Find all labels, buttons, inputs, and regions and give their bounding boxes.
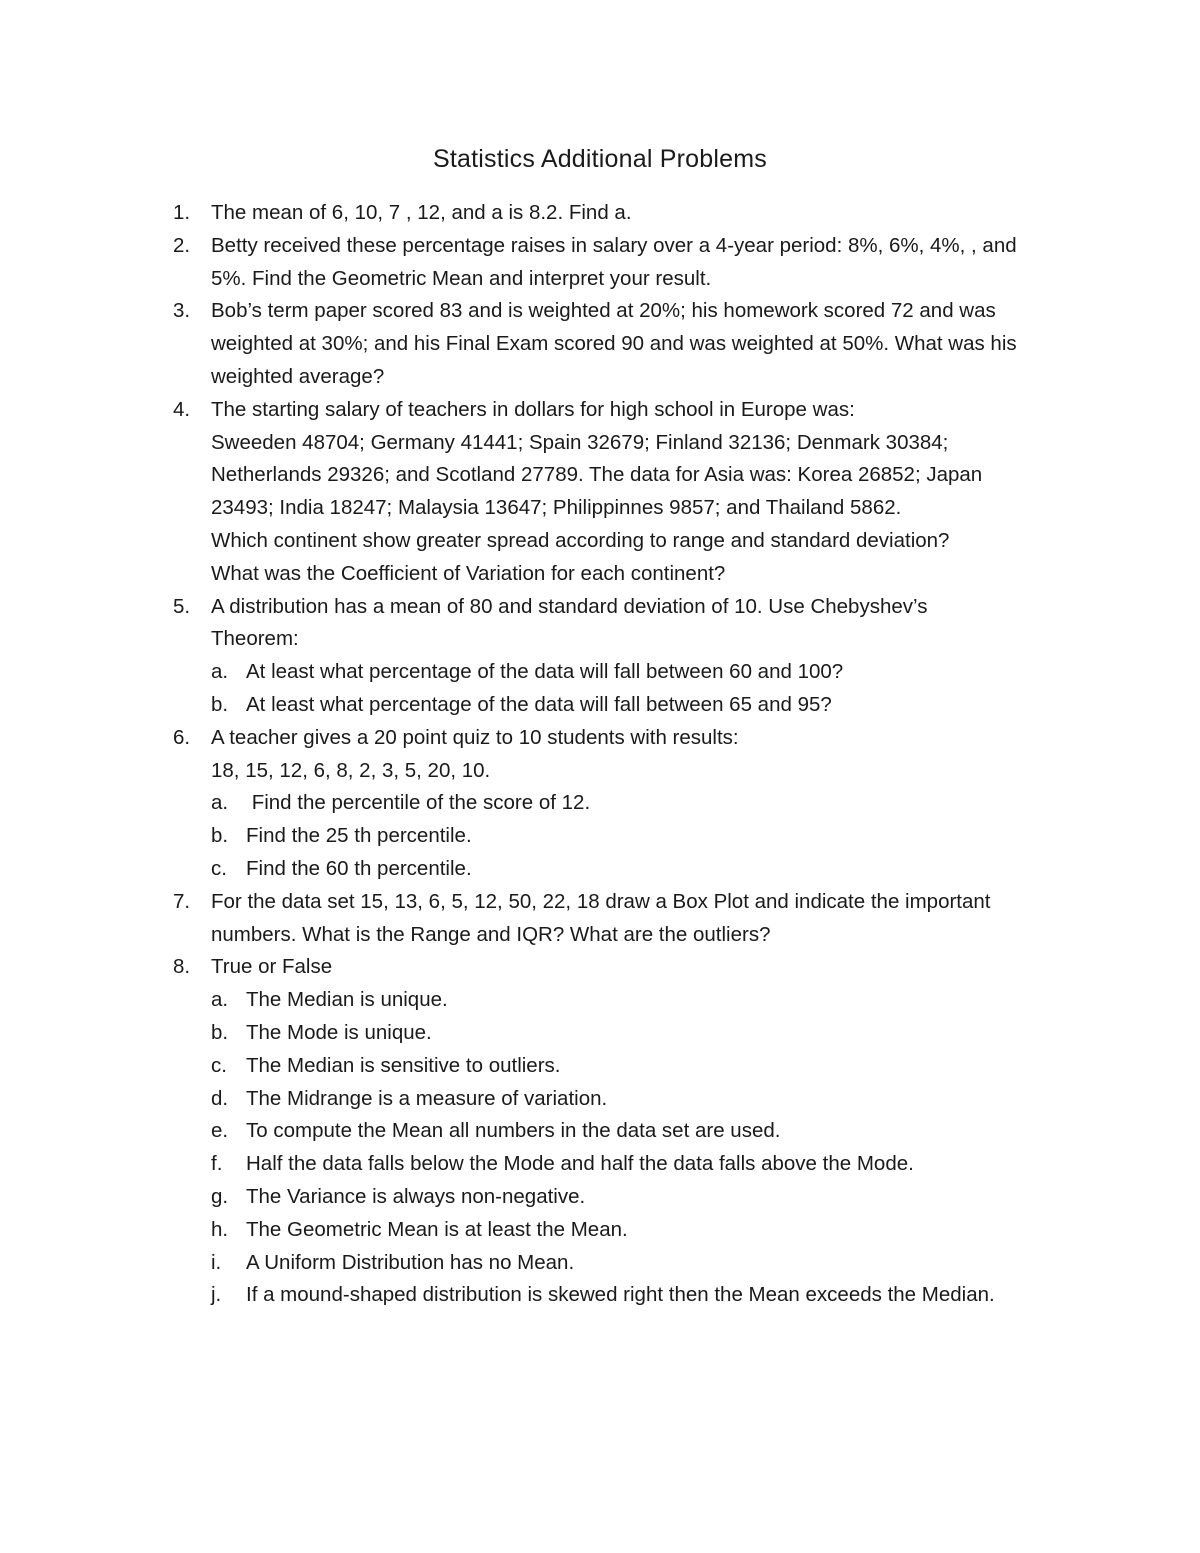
problem-5-sub-a	[0, 656, 1200, 689]
sub-text: If a mound-shaped distribution is skewed right then the Mean exceeds the Median.	[246, 1283, 995, 1307]
problem-text: Netherlands 29326; and Scotland 27789. The data for Asia was: Korea 26852; Japan	[211, 463, 983, 487]
sub-letter: a.	[211, 660, 229, 684]
problem-text: weighted at 30%; and his Final Exam scored 90 and was weighted at 50%. What was his	[211, 332, 1017, 356]
problem-5-sub-b	[0, 689, 1200, 722]
problem-text: A distribution has a mean of 80 and standard deviation of 10. Use Chebyshev’s	[211, 594, 928, 618]
sub-letter: g.	[211, 1184, 229, 1208]
problem-2	[0, 230, 1200, 263]
problem-4-continued	[0, 525, 1200, 558]
problem-text: numbers. What is the Range and IQR? What are the outliers?	[211, 922, 771, 946]
problem-8-sub-d	[0, 1083, 1200, 1116]
problem-8-sub-e	[0, 1115, 1200, 1148]
problem-text: 23493; India 18247; Malaysia 13647; Philippinnes 9857; and Thailand 5862.	[211, 496, 902, 520]
problem-6-sub-b	[0, 820, 1200, 853]
problem-text: 18, 15, 12, 6, 8, 2, 3, 5, 20, 10.	[211, 758, 491, 782]
sub-text: To compute the Mean all numbers in the data set are used.	[246, 1119, 781, 1143]
problem-text: Theorem:	[211, 627, 299, 651]
problem-8-sub-c	[0, 1050, 1200, 1083]
problem-3-continued	[0, 328, 1200, 361]
problem-number: 2.	[173, 233, 191, 257]
problem-5	[0, 591, 1200, 624]
problem-7-continued	[0, 919, 1200, 952]
sub-text: The Mode is unique.	[246, 1020, 432, 1044]
problem-8-sub-f	[0, 1148, 1200, 1181]
sub-letter: c.	[211, 856, 227, 880]
sub-text: The Midrange is a measure of variation.	[246, 1086, 608, 1110]
problem-5-continued	[0, 623, 1200, 656]
problem-text: 5%. Find the Geometric Mean and interpret your result.	[211, 266, 712, 290]
problem-6-sub-a	[0, 787, 1200, 820]
problem-4-continued	[0, 558, 1200, 591]
problem-8-sub-b	[0, 1017, 1200, 1050]
problem-6	[0, 722, 1200, 755]
sub-text: Find the percentile of the score of 12.	[246, 791, 591, 815]
problem-text: True or False	[211, 955, 333, 979]
problem-number: 8.	[173, 955, 191, 979]
problem-8-sub-a	[0, 984, 1200, 1017]
sub-text: At least what percentage of the data will fall between 60 and 100?	[246, 660, 844, 684]
problem-text: weighted average?	[211, 364, 385, 388]
problem-3	[0, 295, 1200, 328]
problem-8-sub-h	[0, 1214, 1200, 1247]
problem-3-continued	[0, 361, 1200, 394]
problem-text: Which continent show greater spread according to range and standard deviation?	[211, 528, 950, 552]
problem-text: For the data set 15, 13, 6, 5, 12, 50, 22, 18 draw a Box Plot and indicate the important	[211, 889, 991, 913]
problem-text: Betty received these percentage raises in salary over a 4-year period: 8%, 6%, 4%, , and	[211, 233, 1017, 257]
sub-letter: b.	[211, 824, 229, 848]
problem-4	[0, 394, 1200, 427]
sub-text: The Median is sensitive to outliers.	[246, 1053, 561, 1077]
sub-letter: h.	[211, 1217, 229, 1241]
sub-text: Find the 60 th percentile.	[246, 856, 472, 880]
problem-text: Bob’s term paper scored 83 and is weighted at 20%; his homework scored 72 and was	[211, 299, 996, 323]
problem-2-continued	[0, 263, 1200, 296]
problem-8-sub-i	[0, 1247, 1200, 1280]
problem-4-continued	[0, 459, 1200, 492]
problem-8	[0, 951, 1200, 984]
sub-text: The Geometric Mean is at least the Mean.	[246, 1217, 628, 1241]
sub-letter: b.	[211, 692, 229, 716]
sub-text: The Median is unique.	[246, 988, 448, 1012]
problem-text: The starting salary of teachers in dollars for high school in Europe was:	[211, 397, 855, 421]
sub-letter: j.	[211, 1283, 222, 1307]
sub-letter: a.	[211, 988, 229, 1012]
problem-text: A teacher gives a 20 point quiz to 10 students with results:	[211, 725, 739, 749]
sub-text: At least what percentage of the data will fall between 65 and 95?	[246, 692, 832, 716]
sub-text: The Variance is always non-negative.	[246, 1184, 586, 1208]
sub-text: Half the data falls below the Mode and half the data falls above the Mode.	[246, 1152, 914, 1176]
sub-letter: d.	[211, 1086, 229, 1110]
sub-text: A Uniform Distribution has no Mean.	[246, 1250, 575, 1274]
problem-4-continued	[0, 492, 1200, 525]
problem-6-sub-c	[0, 853, 1200, 886]
problem-text: What was the Coefficient of Variation for each continent?	[211, 561, 726, 585]
problem-6-continued	[0, 755, 1200, 788]
sub-letter: c.	[211, 1053, 227, 1077]
problem-number: 5.	[173, 594, 191, 618]
sub-text: Find the 25 th percentile.	[246, 824, 472, 848]
sub-letter: i.	[211, 1250, 222, 1274]
problem-8-sub-j	[0, 1279, 1200, 1312]
problem-4-continued	[0, 427, 1200, 460]
problem-number: 7.	[173, 889, 191, 913]
sub-letter: b.	[211, 1020, 229, 1044]
problem-text: Sweeden 48704; Germany 41441; Spain 32679; Finland 32136; Denmark 30384;	[211, 430, 949, 454]
sub-letter: f.	[211, 1152, 223, 1176]
problem-number: 3.	[173, 299, 191, 323]
problem-number: 4.	[173, 397, 191, 421]
page-title: Statistics Additional Problems	[433, 145, 767, 173]
sub-letter: a.	[211, 791, 229, 815]
problem-number: 1.	[173, 201, 191, 224]
problem-number: 6.	[173, 725, 191, 749]
problem-7	[0, 886, 1200, 919]
problem-text: The mean of 6, 10, 7 , 12, and a is 8.2. Find a.	[211, 201, 632, 224]
problem-1	[0, 197, 1200, 230]
problem-8-sub-g	[0, 1181, 1200, 1214]
sub-letter: e.	[211, 1119, 229, 1143]
problem-list	[0, 197, 1200, 1312]
